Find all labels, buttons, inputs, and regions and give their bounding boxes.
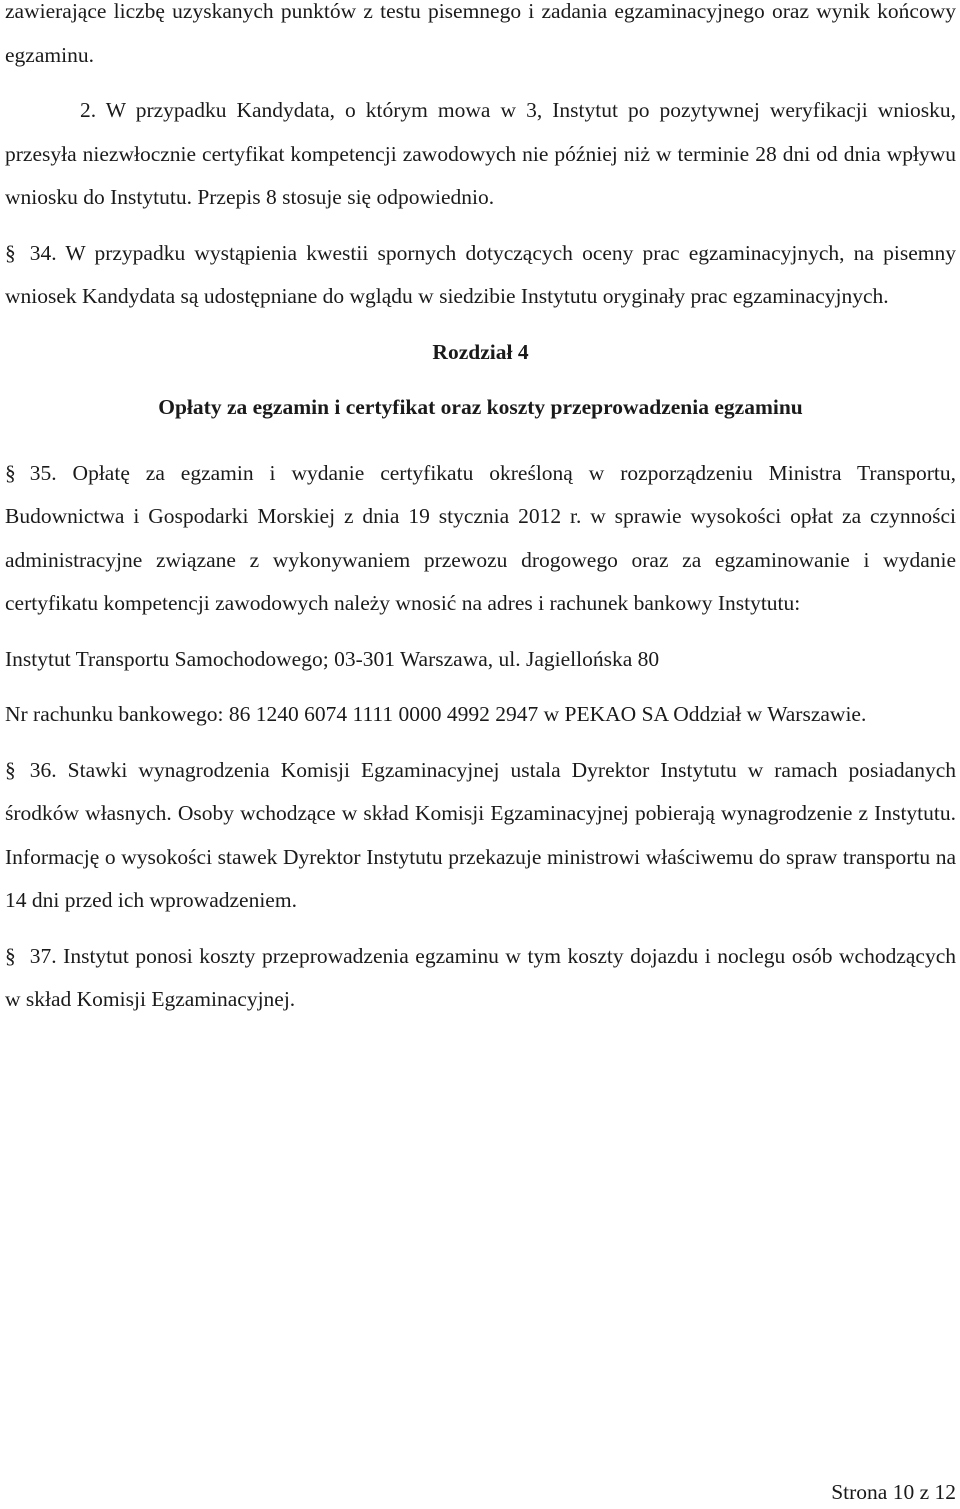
- section-34-text: 34. W przypadku wystąpienia kwestii spornych dotyczących oceny prac egzaminacyjnych, na pisemny wniosek Kandydata są udostępniane do wglądu w siedzibie Instytutu oryginały prac egzaminacyjnych.: [5, 240, 956, 308]
- bank-account: Nr rachunku bankowego: 86 1240 6074 1111 0000 4992 2947 w PEKAO SA Oddział w Warszawie.: [5, 702, 867, 726]
- institute-address: Instytut Transportu Samochodowego; 03-301 Warszawa, ul. Jagiellońska 80: [5, 646, 660, 671]
- section-sign-icon: §: [5, 943, 16, 968]
- section-35-text: 35. Opłatę za egzamin i wydanie certyfikatu określoną w rozporządzeniu Ministra Transportu, Budownictwa i Gospodarki Morskiej z dnia 19 stycznia 2012 r. w sprawie wysokości opłat za czynności administracyjne związane z wykonywaniem przewozu drogowego oraz za egzaminowanie i wydanie certyfikatu kompetencji zawodowych należy wnosić na adres i rachunek bankowy Instytutu:: [5, 460, 956, 615]
- paragraph-continuation: zawierające liczbę uzyskanych punktów z testu pisemnego i zadania egzaminacyjnego oraz wynik końcowy egzaminu.: [5, 0, 956, 67]
- document-body: [5, 0, 956, 1022]
- chapter-title: Opłaty za egzamin i certyfikat oraz koszty przeprowadzenia egzaminu: [158, 395, 803, 419]
- section-35: [5, 452, 956, 626]
- section-36-text: 36. Stawki wynagrodzenia Komisji Egzaminacyjnej ustala Dyrektor Instytutu w ramach posiadanych środków własnych. Osoby wchodzące w skład Komisji Egzaminacyjnej pobierają wynagrodzenie z Instytutu. Informację o wysokości stawek Dyrektor Instytutu przekazuje ministrowi właściwemu do spraw transportu na 14 dni przed ich wprowadzeniem.: [5, 757, 956, 912]
- page-number: Strona 10 z 12: [831, 1480, 956, 1504]
- section-37-text: 37. Instytut ponosi koszty przeprowadzenia egzaminu w tym koszty dojazdu i noclegu osób wchodzących w skład Komisji Egzaminacyjnej.: [5, 943, 956, 1011]
- section-34: [5, 232, 956, 319]
- section-sign-icon: §: [5, 240, 16, 265]
- section-37: [5, 935, 956, 1022]
- section-sign-icon: §: [5, 757, 16, 782]
- section-36: [5, 749, 956, 923]
- section-sign-icon: §: [5, 460, 16, 485]
- chapter-heading: Rozdział 4: [432, 339, 529, 364]
- paragraph-2: 2. W przypadku Kandydata, o którym mowa w 3, Instytut po pozytywnej weryfikacji wniosku, przesyła niezwłocznie certyfikat kompetencji zawodowych nie później niż w terminie 28 dni od dnia wpływu wniosku do Instytutu. Przepis 8 stosuje się odpowiednio.: [5, 98, 956, 209]
